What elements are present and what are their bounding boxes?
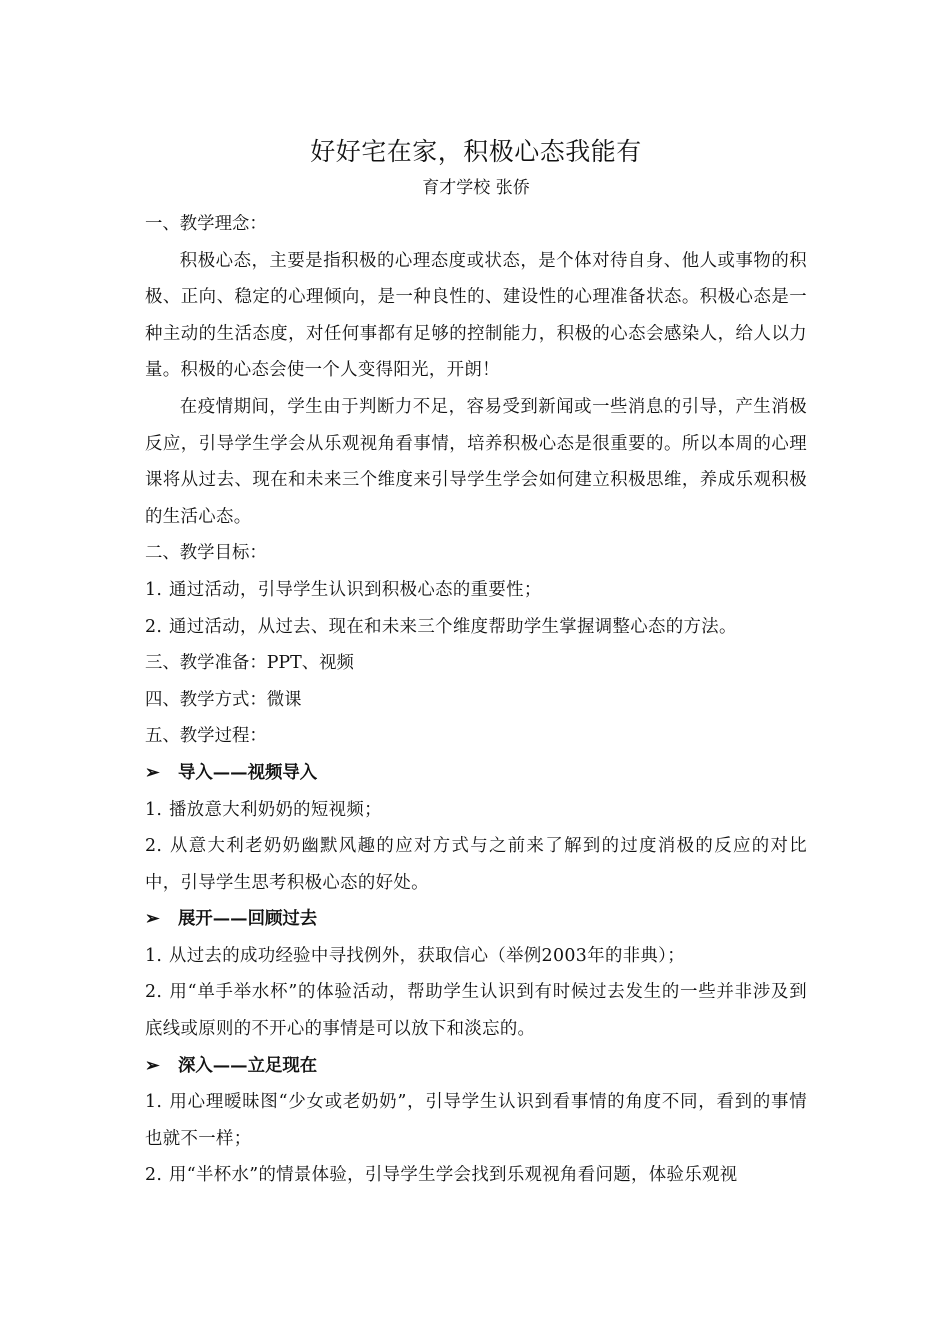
list-item xyxy=(145,792,807,829)
list-item xyxy=(145,609,807,646)
list-number: 2. xyxy=(145,836,163,857)
bullet-heading-text: 展开——回顾过去 xyxy=(178,909,318,930)
bullet-heading-text: 深入——立足现在 xyxy=(178,1055,318,1076)
arrow-bullet-icon: ➢ xyxy=(145,909,160,930)
document-author: 育才学校 张侨 xyxy=(422,178,530,198)
section-heading-method: 四、教学方式：微课 xyxy=(145,689,302,710)
list-item-text: 用心理暧昧图“少女或老奶奶”，引导学生认识到看事情的角度不同，看到的事情也就不一样； xyxy=(145,1092,807,1149)
list-number: 1. xyxy=(145,799,163,820)
list-number: 1. xyxy=(145,945,163,966)
list-item-text: 用“半杯水”的情景体验，引导学生学会找到乐观视角看问题，体验乐观视 xyxy=(169,1165,738,1186)
list-item-text: 通过活动，引导学生认识到积极心态的重要性； xyxy=(169,579,542,600)
bullet-heading-text: 导入——视频导入 xyxy=(178,762,318,783)
list-item-text: 从过去的成功经验中寻找例外，获取信心（举例2003年的非典）； xyxy=(169,945,685,966)
list-item xyxy=(145,828,807,901)
list-item-text: 播放意大利奶奶的短视频； xyxy=(169,799,382,820)
section-heading-goals: 二、教学目标： xyxy=(145,543,267,564)
section-heading-process: 五、教学过程： xyxy=(145,726,267,747)
section-heading-philosophy: 一、教学理念： xyxy=(145,214,267,234)
list-item xyxy=(145,1084,807,1157)
arrow-bullet-icon: ➢ xyxy=(145,1055,160,1076)
list-item-text: 从意大利老奶奶幽默风趣的应对方式与之前来了解到的过度消极的反应的对比中，引导学生思考积极心态的好处。 xyxy=(145,836,807,893)
document-page xyxy=(145,132,807,1194)
paragraph: 积极心态，主要是指积极的心理态度或状态，是个体对待自身、他人或事物的积极、正向、稳定的心理倾向，是一种良性的、建设性的心理准备状态。积极心态是一种主动的生活态度，对任何事都有足够的控制能力，积极的心态会感染人，给人以力量。积极的心态会使一个人变得阳光，开朗！ xyxy=(145,250,807,381)
list-number: 2. xyxy=(145,982,163,1003)
list-item xyxy=(145,1157,807,1194)
list-number: 1. xyxy=(145,579,163,600)
arrow-bullet-icon: ➢ xyxy=(145,762,160,783)
list-item xyxy=(145,974,807,1047)
list-number: 2. xyxy=(145,1165,163,1186)
bullet-heading-present xyxy=(145,1048,807,1085)
list-number: 1. xyxy=(145,1092,163,1113)
document-title: 好好宅在家，积极心态我能有 xyxy=(310,137,642,166)
bullet-heading-review xyxy=(145,901,807,938)
list-item-text: 用“单手举水杯”的体验活动，帮助学生认识到有时候过去发生的一些并非涉及到底线或原则的不开心的事情是可以放下和淡忘的。 xyxy=(145,982,807,1040)
list-item xyxy=(145,938,807,975)
list-number: 2. xyxy=(145,616,163,637)
section-heading-preparation: 三、教学准备：PPT、视频 xyxy=(145,653,354,674)
list-item-text: 通过活动，从过去、现在和未来三个维度帮助学生掌握调整心态的方法。 xyxy=(169,616,737,637)
list-item xyxy=(145,572,807,609)
bullet-heading-intro xyxy=(145,755,807,792)
paragraph: 在疫情期间，学生由于判断力不足，容易受到新闻或一些消息的引导，产生消极反应，引导学生学会从乐观视角看事情，培养积极心态是很重要的。所以本周的心理课将从过去、现在和未来三个维度来引导学生学会如何建立积极思维，养成乐观积极的生活心态。 xyxy=(145,396,807,527)
